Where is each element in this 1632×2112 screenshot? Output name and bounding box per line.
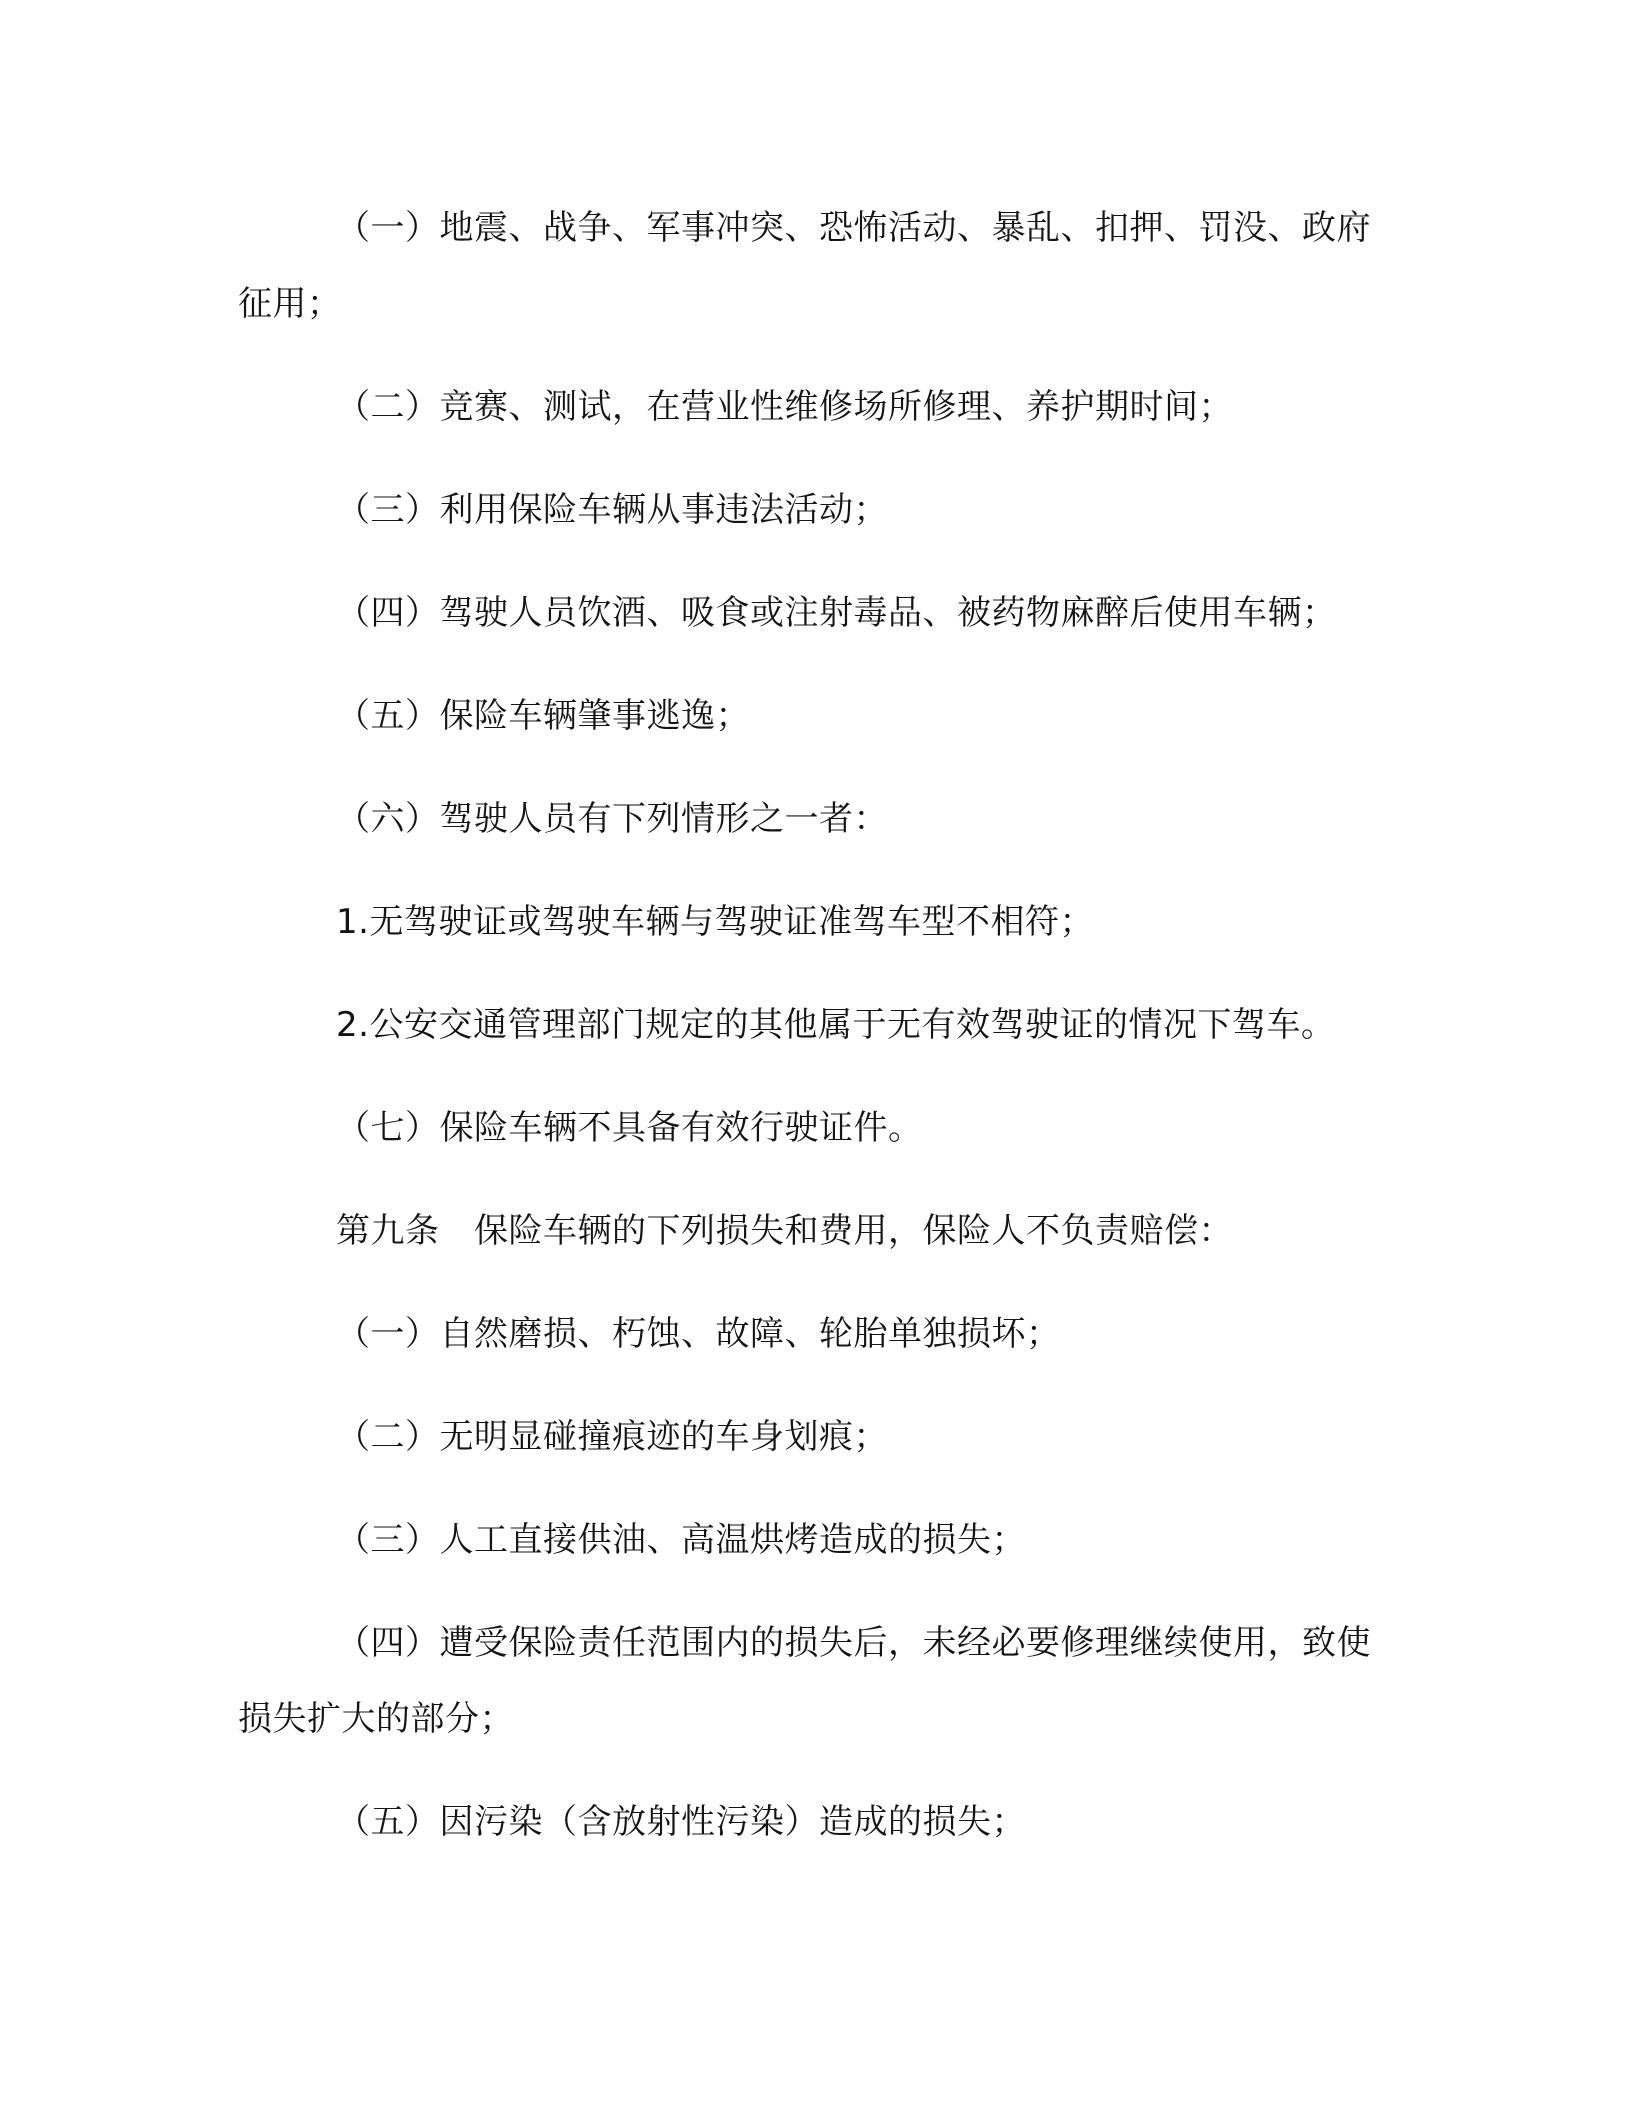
clause-item-1-3: （三）利用保险车辆从事违法活动； (336, 490, 888, 530)
clause-item-2-4: （四）遭受保险责任范围内的损失后，未经必要修理继续使用，致使损失扩大的部分； (238, 1623, 1371, 1739)
clause-item-1-1: （一）地震、战争、军事冲突、恐怖活动、暴乱、扣押、罚没、政府征用； (238, 208, 1371, 324)
clause-item-2-3: （三）人工直接供油、高温烘烤造成的损失； (336, 1520, 1026, 1560)
clause-item-1-7: （七）保险车辆不具备有效行驶证件。 (336, 1108, 923, 1148)
clause-item-1-2: （二）竞赛、测试，在营业性维修场所修理、养护期时间； (336, 387, 1233, 427)
clause-item-1-5: （五）保险车辆肇事逃逸； (336, 696, 750, 736)
sub-item-1: 1.无驾驶证或驾驶车辆与驾驶证准驾车型不相符； (336, 902, 1094, 942)
clause-item-1-4: （四）驾驶人员饮酒、吸食或注射毒品、被药物麻醉后使用车辆； (336, 593, 1337, 633)
article-9-heading: 第九条 保险车辆的下列损失和费用，保险人不负责赔偿： (336, 1211, 1233, 1251)
document-body (238, 190, 1398, 1860)
clause-item-2-2: （二）无明显碰撞痕迹的车身划痕； (336, 1417, 888, 1457)
clause-item-2-1: （一）自然磨损、朽蚀、故障、轮胎单独损坏； (336, 1314, 1061, 1354)
clause-item-1-6: （六）驾驶人员有下列情形之一者： (336, 799, 888, 839)
clause-item-2-5: （五）因污染（含放射性污染）造成的损失； (336, 1802, 1026, 1842)
sub-item-2: 2.公安交通管理部门规定的其他属于无有效驾驶证的情况下驾车。 (336, 1005, 1336, 1045)
